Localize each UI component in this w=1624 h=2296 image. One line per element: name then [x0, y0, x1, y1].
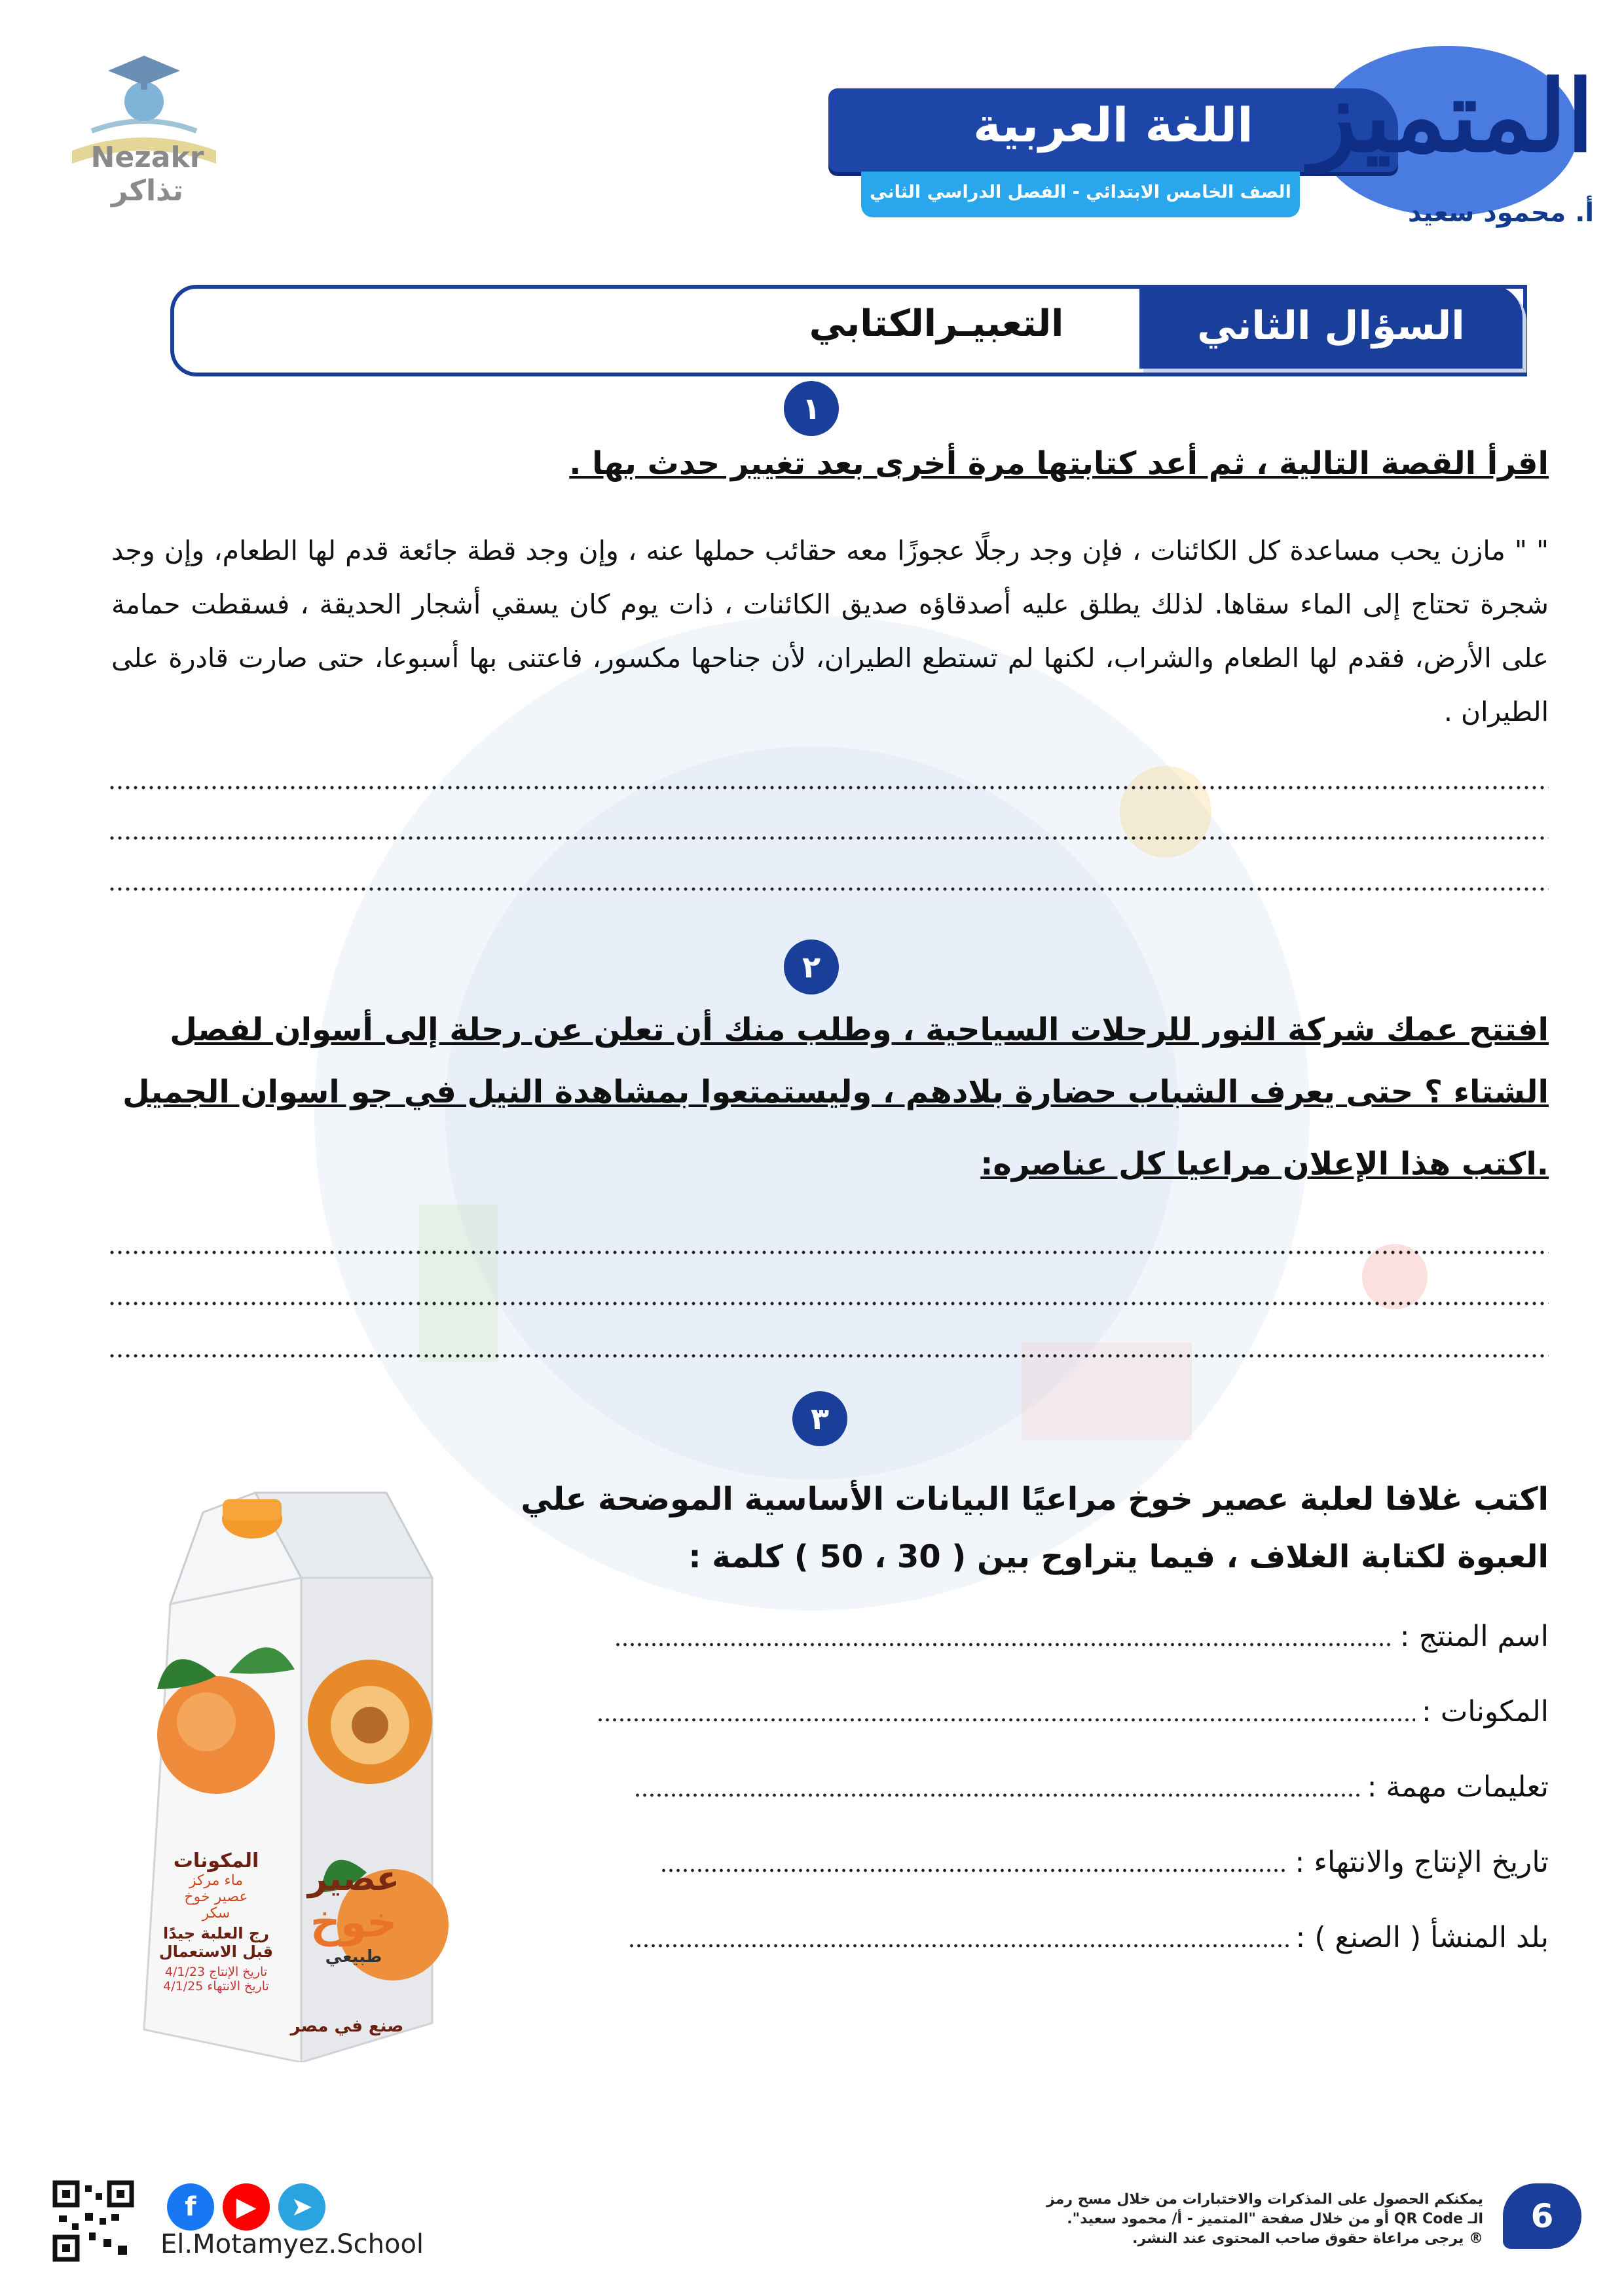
grade-text: الصف الخامس الابتدائي - الفصل الدراسي الثاني: [870, 182, 1291, 202]
footer-note-line: يمكنكم الحصول على المذكرات والاختبارات من خلال مسح رمز: [1046, 2191, 1483, 2208]
carton-ingredient: سكر: [202, 1905, 231, 1922]
q3-line-1: اكتب غلافا لعلبة عصير خوخ مراعيًا البيانات الأساسية الموضحة علي: [521, 1481, 1549, 1518]
carton-ingredient: ماء مركز: [189, 1872, 244, 1889]
carton-ingredients: [147, 1850, 285, 1994]
carton-brand: [288, 1859, 419, 1967]
carton-origin: صنع في مصر: [290, 2016, 404, 2036]
footer-note-line: ® يرجى مراعاة حقوق صاحب المحتوى عند النشر.: [1132, 2231, 1483, 2247]
answer-line: [108, 887, 1549, 891]
carton-ingredients-title: المكونات: [173, 1850, 259, 1872]
carton-prod-date: تاريخ الإنتاج 4/1/23: [164, 1965, 268, 1979]
question-title: السؤال الثاني: [1197, 303, 1465, 349]
field-label: تاريخ الإنتاج والانتهاء :: [1295, 1846, 1549, 1879]
telegram-icon[interactable]: ➤: [278, 2183, 325, 2231]
answer-line: [628, 1944, 1289, 1948]
answer-line: [108, 786, 1549, 790]
answer-line: [634, 1793, 1361, 1797]
qr-code[interactable]: [52, 2180, 134, 2262]
footer-note-line: الـ QR Code أو من خلال صفحة "المتميز - أ/ محمود سعيد".: [1067, 2211, 1483, 2227]
carton-ingredient: عصير خوخ: [184, 1889, 248, 1905]
subject-title: اللغة العربية: [973, 98, 1253, 153]
facebook-icon[interactable]: f: [167, 2183, 214, 2231]
logo-wordmark: Nezakr تذاكر: [90, 141, 204, 208]
answer-line: [108, 1250, 1549, 1254]
question-number-1: ١: [784, 381, 839, 436]
carton-instruction: رج العلبة جيدًا قبل الاستعمال: [158, 1924, 274, 1961]
answer-line: [597, 1718, 1415, 1722]
q1-instruction: اقرأ القصة التالية ، ثم أعد كتابتها مرة أخرى بعد تغيير حدث بها .: [569, 445, 1549, 482]
field-instructions: [634, 1764, 1549, 1804]
answer-line: [614, 1643, 1393, 1647]
brand-title: المتميز: [1310, 59, 1595, 174]
carton-brand-sub: طبيعي: [325, 1947, 382, 1967]
question-number-2: ٢: [784, 939, 839, 994]
answer-line: [108, 1302, 1549, 1305]
answer-line: [108, 836, 1549, 840]
carton-exp-date: تاريخ الانتهاء 4/1/25: [163, 1979, 269, 1994]
answer-line: [108, 1354, 1549, 1358]
field-label: اسم المنتج :: [1399, 1620, 1549, 1653]
page-number: 6: [1503, 2183, 1581, 2249]
field-label: المكونات :: [1422, 1695, 1549, 1728]
field-label: بلد المنشأ ( الصنع ) :: [1295, 1921, 1549, 1954]
q2-line-1: افتتح عمك شركة النور للرحلات السياحية ، وطلب منك أن تعلن عن رحلة إلى أسوان لفصل: [170, 1011, 1549, 1048]
q2-line-3: .اكتب هذا الإعلان مراعيا كل عناصره:: [980, 1146, 1549, 1182]
q2-line-2: الشتاء ؟ حتى يعرف الشباب حضارة بلادهم ، وليستمتعوا بمشاهدة النيل في جو اسوان الجميل: [122, 1074, 1549, 1110]
footer-note: [1025, 2190, 1483, 2249]
field-label: تعليمات مهمة :: [1367, 1770, 1549, 1804]
field-dates: [660, 1840, 1549, 1879]
juice-carton-illustration: [131, 1473, 458, 2062]
field-product-name: [614, 1614, 1549, 1653]
question-tab: [1139, 285, 1522, 369]
youtube-icon[interactable]: ▶: [223, 2183, 270, 2231]
carton-brand-main: خوخ: [310, 1899, 397, 1947]
teacher-name: أ. محمود سعيد: [1408, 198, 1595, 228]
carton-brand-top: عصير: [307, 1859, 400, 1899]
section-topic: التعبيـرالكتابي: [809, 302, 1064, 345]
field-origin: [628, 1915, 1549, 1954]
q1-story: " " مازن يحب مساعدة كل الكائنات ، فإن وجد رجلًا عجوزًا معه حقائب حملها عنه ، وإن وجد قطة جائعة قدم لها الطعام، وإن وجد شجرة تحتاج إلى الماء سقاها. لذلك يطلق عليه أصدقاؤه صديق الكائنات ، ذات يوم كان يسقي أشجار الحديقة ، فسقطت حمامة على الأرض، فقدم لها الطعام والشراب، لكنها لم تستطع الطيران، لأن جناحها مكسور، فاعتنى بها أسبوعا، حتى صارت قادرة على الطيران .: [111, 535, 1549, 727]
qr-code-icon: [52, 2180, 134, 2262]
website-text: El.Motamyez.School: [160, 2229, 424, 2259]
q3-line-2: العبوة لكتابة الغلاف ، فيما يتراوح بين ( 30 ، 50 ) كلمة :: [688, 1539, 1549, 1575]
question-number-3: ٣: [792, 1391, 847, 1446]
grade-banner: [861, 172, 1300, 217]
field-ingredients: [597, 1689, 1549, 1728]
answer-line: [660, 1868, 1289, 1872]
